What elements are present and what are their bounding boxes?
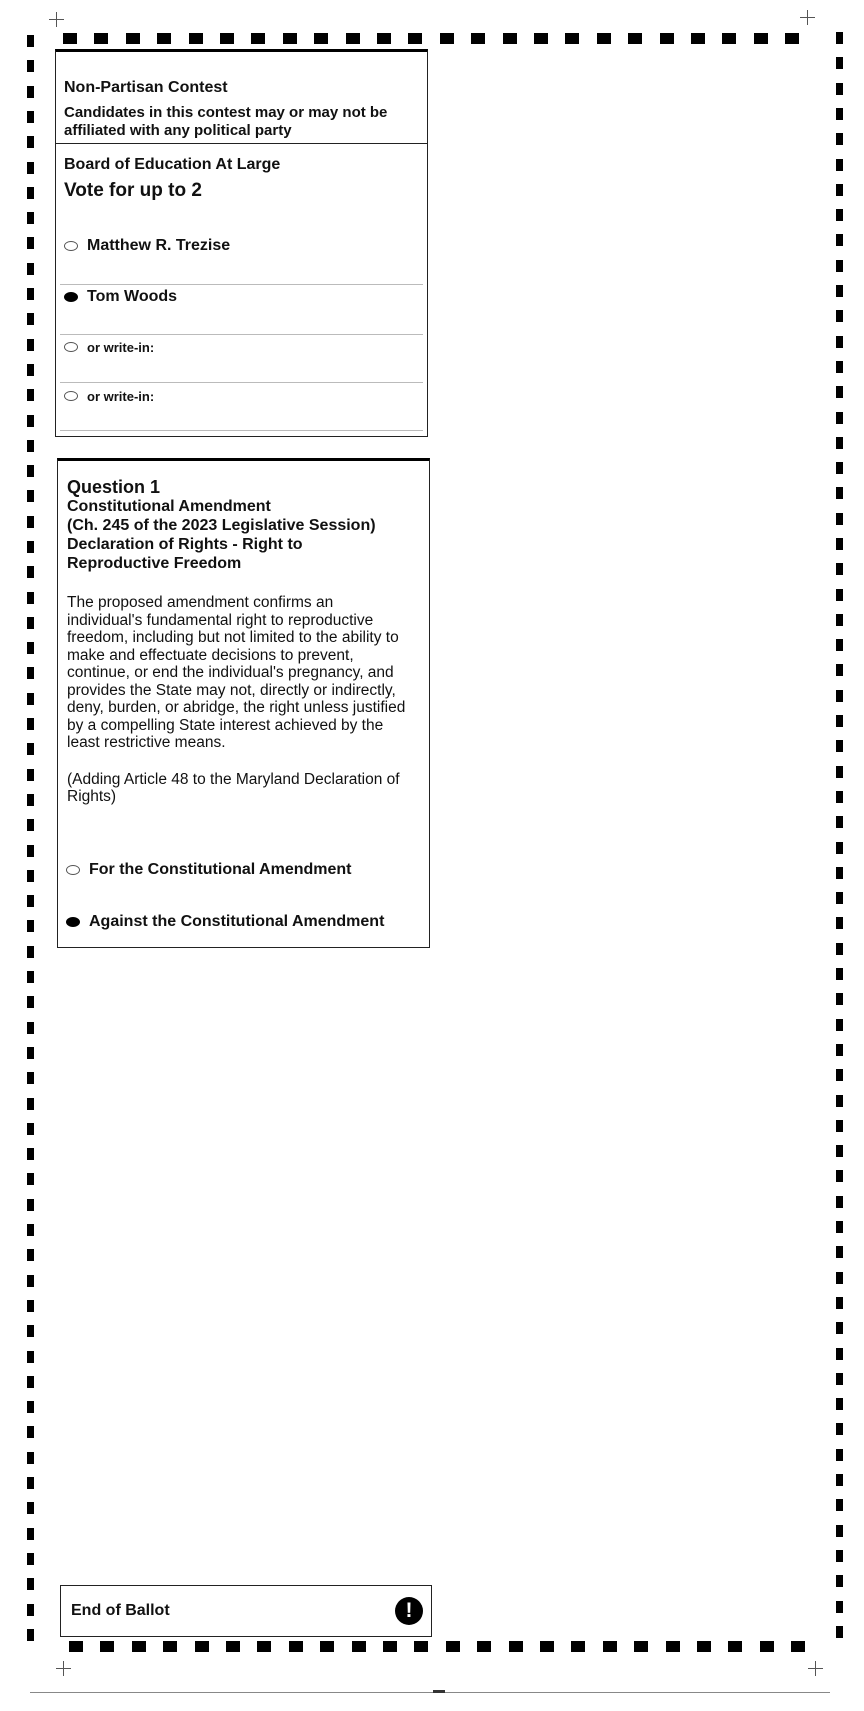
timing-mark xyxy=(27,237,34,249)
vote-oval-filled[interactable] xyxy=(66,917,80,927)
timing-mark xyxy=(257,1641,271,1652)
registration-mark-icon xyxy=(808,1661,823,1676)
contest-note: Candidates in this contest may or may not be affiliated with any political party xyxy=(64,104,388,139)
timing-mark xyxy=(660,33,674,44)
timing-mark xyxy=(836,361,843,373)
timing-mark xyxy=(27,946,34,958)
timing-mark xyxy=(27,1300,34,1312)
write-in-label: or write-in: xyxy=(87,388,155,404)
timing-mark xyxy=(414,1641,428,1652)
timing-mark xyxy=(27,136,34,148)
question-option[interactable] xyxy=(58,911,429,933)
timing-mark xyxy=(27,263,34,275)
timing-mark xyxy=(722,33,736,44)
timing-mark xyxy=(27,415,34,427)
vote-oval[interactable] xyxy=(64,241,78,251)
timing-mark xyxy=(836,816,843,828)
timing-mark xyxy=(27,35,34,47)
registration-mark-icon xyxy=(56,1661,71,1676)
timing-mark xyxy=(603,1641,617,1652)
timing-mark xyxy=(571,1641,585,1652)
timing-mark xyxy=(836,437,843,449)
timing-mark xyxy=(27,1249,34,1261)
timing-mark xyxy=(836,690,843,702)
contest-type: Non-Partisan Contest xyxy=(64,79,228,96)
candidate-option[interactable] xyxy=(56,287,427,307)
timing-mark xyxy=(27,1477,34,1489)
timing-mark xyxy=(27,819,34,831)
timing-mark xyxy=(27,212,34,224)
timing-mark xyxy=(836,1373,843,1385)
timing-mark xyxy=(836,285,843,297)
timing-mark xyxy=(27,364,34,376)
question-heading: Declaration of Rights - Right to Reproductive Freedom xyxy=(67,536,303,572)
write-in-option[interactable] xyxy=(56,386,427,406)
timing-mark xyxy=(836,386,843,398)
timing-mark xyxy=(27,1325,34,1337)
timing-mark xyxy=(69,1641,83,1652)
timing-mark xyxy=(27,288,34,300)
timing-mark xyxy=(836,1525,843,1537)
timing-mark xyxy=(27,1528,34,1540)
timing-mark xyxy=(27,1452,34,1464)
timing-mark xyxy=(628,33,642,44)
timing-mark xyxy=(836,108,843,120)
timing-mark xyxy=(27,769,34,781)
timing-mark xyxy=(63,33,77,44)
timing-mark xyxy=(27,870,34,882)
alert-icon: ! xyxy=(395,1597,423,1625)
timing-mark xyxy=(836,639,843,651)
option-label: For the Constitutional Amendment xyxy=(89,861,352,878)
timing-mark xyxy=(597,33,611,44)
timing-mark xyxy=(27,313,34,325)
option-label: Against the Constitutional Amendment xyxy=(89,913,385,930)
timing-mark xyxy=(836,1575,843,1587)
timing-mark xyxy=(836,791,843,803)
timing-mark xyxy=(27,339,34,351)
timing-mark xyxy=(27,1148,34,1160)
timing-mark xyxy=(471,33,485,44)
timing-mark xyxy=(126,33,140,44)
timing-mark xyxy=(666,1641,680,1652)
timing-mark xyxy=(836,563,843,575)
timing-mark xyxy=(27,566,34,578)
timing-mark xyxy=(440,33,454,44)
timing-mark xyxy=(836,57,843,69)
question-option[interactable] xyxy=(58,859,429,881)
registration-mark-icon xyxy=(800,10,815,25)
question-session: (Ch. 245 of the 2023 Legislative Session) xyxy=(67,517,376,534)
timing-mark xyxy=(836,1272,843,1284)
timing-mark xyxy=(27,86,34,98)
timing-mark xyxy=(836,842,843,854)
timing-mark xyxy=(836,1246,843,1258)
timing-mark xyxy=(836,462,843,474)
timing-mark xyxy=(163,1641,177,1652)
timing-mark xyxy=(836,614,843,626)
timing-mark xyxy=(836,1499,843,1511)
timing-mark xyxy=(27,920,34,932)
timing-mark xyxy=(836,133,843,145)
timing-mark xyxy=(477,1641,491,1652)
timing-mark xyxy=(27,592,34,604)
timing-mark xyxy=(27,693,34,705)
timing-mark xyxy=(283,33,297,44)
timing-mark xyxy=(27,1022,34,1034)
vote-oval[interactable] xyxy=(64,391,78,401)
timing-mark xyxy=(27,617,34,629)
timing-mark xyxy=(27,1275,34,1287)
timing-mark xyxy=(100,1641,114,1652)
timing-mark xyxy=(27,490,34,502)
timing-mark xyxy=(27,895,34,907)
timing-mark xyxy=(836,1322,843,1334)
timing-mark xyxy=(27,1376,34,1388)
timing-mark xyxy=(785,33,799,44)
timing-mark xyxy=(836,1196,843,1208)
timing-mark xyxy=(27,60,34,72)
timing-mark xyxy=(320,1641,334,1652)
timing-mark xyxy=(27,1351,34,1363)
timing-mark xyxy=(27,971,34,983)
question-subtitle: Constitutional Amendment xyxy=(67,498,271,515)
timing-mark xyxy=(836,83,843,95)
timing-mark xyxy=(251,33,265,44)
timing-mark xyxy=(836,336,843,348)
timing-mark xyxy=(27,743,34,755)
timing-mark xyxy=(540,1641,554,1652)
timing-mark xyxy=(346,33,360,44)
timing-mark xyxy=(27,1629,34,1641)
contest-title: Board of Education At Large xyxy=(64,156,281,173)
timing-mark xyxy=(836,589,843,601)
timing-mark xyxy=(836,1019,843,1031)
timing-mark xyxy=(728,1641,742,1652)
vote-oval[interactable] xyxy=(64,342,78,352)
vote-oval-filled[interactable] xyxy=(64,292,78,302)
question-title: Question 1 xyxy=(67,477,161,497)
timing-mark xyxy=(836,487,843,499)
question-text: The proposed amendment confirms an individual's fundamental right to reproductive freedom, including but not limited to the ability to make and effectuate decisions to prevent, continue, or end the individual's pregnancy, and provides the State may not, directly or indirectly, deny, burden, or abridge, the right unless justified by a compelling State interest achieved by the least restrictive means. xyxy=(67,594,406,751)
timing-mark xyxy=(836,715,843,727)
timing-mark xyxy=(534,33,548,44)
timing-mark xyxy=(836,159,843,171)
timing-mark xyxy=(754,33,768,44)
option-divider xyxy=(60,284,423,285)
timing-mark xyxy=(27,1072,34,1084)
timing-mark xyxy=(836,943,843,955)
timing-mark xyxy=(836,1145,843,1157)
timing-mark xyxy=(27,1401,34,1413)
timing-mark xyxy=(27,794,34,806)
question-box xyxy=(57,458,430,948)
timing-mark xyxy=(836,1474,843,1486)
vote-for-instruction: Vote for up to 2 xyxy=(64,180,202,201)
timing-mark xyxy=(27,440,34,452)
timing-mark xyxy=(691,33,705,44)
timing-mark xyxy=(27,845,34,857)
timing-mark xyxy=(836,1449,843,1461)
timing-mark xyxy=(836,892,843,904)
timing-mark xyxy=(27,996,34,1008)
timing-mark xyxy=(836,513,843,525)
timing-mark xyxy=(132,1641,146,1652)
timing-mark xyxy=(27,1098,34,1110)
timing-mark xyxy=(27,541,34,553)
timing-mark xyxy=(836,1069,843,1081)
candidate-name: Matthew R. Trezise xyxy=(87,237,231,254)
timing-mark xyxy=(836,1550,843,1562)
timing-mark xyxy=(836,1221,843,1233)
timing-mark xyxy=(27,642,34,654)
timing-mark xyxy=(27,1199,34,1211)
timing-mark xyxy=(836,968,843,980)
timing-mark xyxy=(94,33,108,44)
timing-mark xyxy=(836,993,843,1005)
timing-mark xyxy=(836,1297,843,1309)
timing-mark xyxy=(352,1641,366,1652)
timing-mark xyxy=(836,412,843,424)
timing-mark xyxy=(383,1641,397,1652)
timing-mark xyxy=(791,1641,805,1652)
timing-mark xyxy=(27,1604,34,1616)
timing-mark xyxy=(377,33,391,44)
timing-mark xyxy=(836,1601,843,1613)
timing-mark xyxy=(289,1641,303,1652)
timing-mark xyxy=(27,162,34,174)
timing-mark xyxy=(836,310,843,322)
timing-mark xyxy=(836,1120,843,1132)
timing-mark xyxy=(446,1641,460,1652)
timing-mark xyxy=(836,1095,843,1107)
timing-mark xyxy=(697,1641,711,1652)
timing-mark xyxy=(27,718,34,730)
timing-mark xyxy=(195,1641,209,1652)
timing-mark xyxy=(27,1578,34,1590)
timing-mark xyxy=(189,33,203,44)
vote-oval[interactable] xyxy=(66,865,80,875)
timing-mark xyxy=(836,260,843,272)
contest-header xyxy=(56,52,427,144)
option-divider xyxy=(60,382,423,383)
candidate-name: Tom Woods xyxy=(87,288,178,305)
write-in-option[interactable] xyxy=(56,337,427,357)
timing-mark xyxy=(760,1641,774,1652)
timing-mark xyxy=(836,538,843,550)
timing-mark xyxy=(27,1224,34,1236)
end-of-ballot-box xyxy=(60,1585,432,1637)
timing-mark xyxy=(565,33,579,44)
timing-mark xyxy=(27,1426,34,1438)
timing-mark xyxy=(226,1641,240,1652)
timing-mark xyxy=(836,867,843,879)
timing-mark xyxy=(634,1641,648,1652)
timing-mark xyxy=(836,209,843,221)
timing-mark xyxy=(836,184,843,196)
timing-mark xyxy=(220,33,234,44)
timing-mark xyxy=(157,33,171,44)
timing-mark xyxy=(836,234,843,246)
timing-mark xyxy=(27,1123,34,1135)
bottom-rule xyxy=(30,1692,830,1693)
timing-mark xyxy=(836,1044,843,1056)
timing-mark xyxy=(408,33,422,44)
timing-mark xyxy=(27,389,34,401)
end-of-ballot-label: End of Ballot xyxy=(71,1602,170,1619)
timing-mark xyxy=(836,917,843,929)
timing-mark xyxy=(503,33,517,44)
write-in-label: or write-in: xyxy=(87,339,155,355)
option-divider xyxy=(60,430,423,431)
timing-mark xyxy=(836,1398,843,1410)
timing-mark xyxy=(27,1553,34,1565)
contest-box xyxy=(55,49,428,437)
timing-mark xyxy=(836,32,843,44)
candidate-option[interactable] xyxy=(56,236,427,256)
timing-mark xyxy=(27,465,34,477)
timing-mark xyxy=(836,740,843,752)
timing-mark xyxy=(314,33,328,44)
timing-mark xyxy=(836,1626,843,1638)
timing-mark xyxy=(27,1502,34,1514)
timing-mark xyxy=(509,1641,523,1652)
timing-mark xyxy=(836,1170,843,1182)
timing-mark xyxy=(836,1348,843,1360)
timing-mark xyxy=(27,1173,34,1185)
timing-mark xyxy=(836,664,843,676)
timing-mark xyxy=(836,766,843,778)
timing-mark xyxy=(27,1047,34,1059)
timing-mark xyxy=(27,667,34,679)
option-divider xyxy=(60,334,423,335)
timing-mark xyxy=(27,187,34,199)
timing-mark xyxy=(27,516,34,528)
bottom-tick xyxy=(433,1690,445,1693)
question-note: (Adding Article 48 to the Maryland Declaration of Rights) xyxy=(67,770,400,805)
timing-mark xyxy=(27,111,34,123)
registration-mark-icon xyxy=(49,12,64,27)
timing-mark xyxy=(836,1423,843,1435)
